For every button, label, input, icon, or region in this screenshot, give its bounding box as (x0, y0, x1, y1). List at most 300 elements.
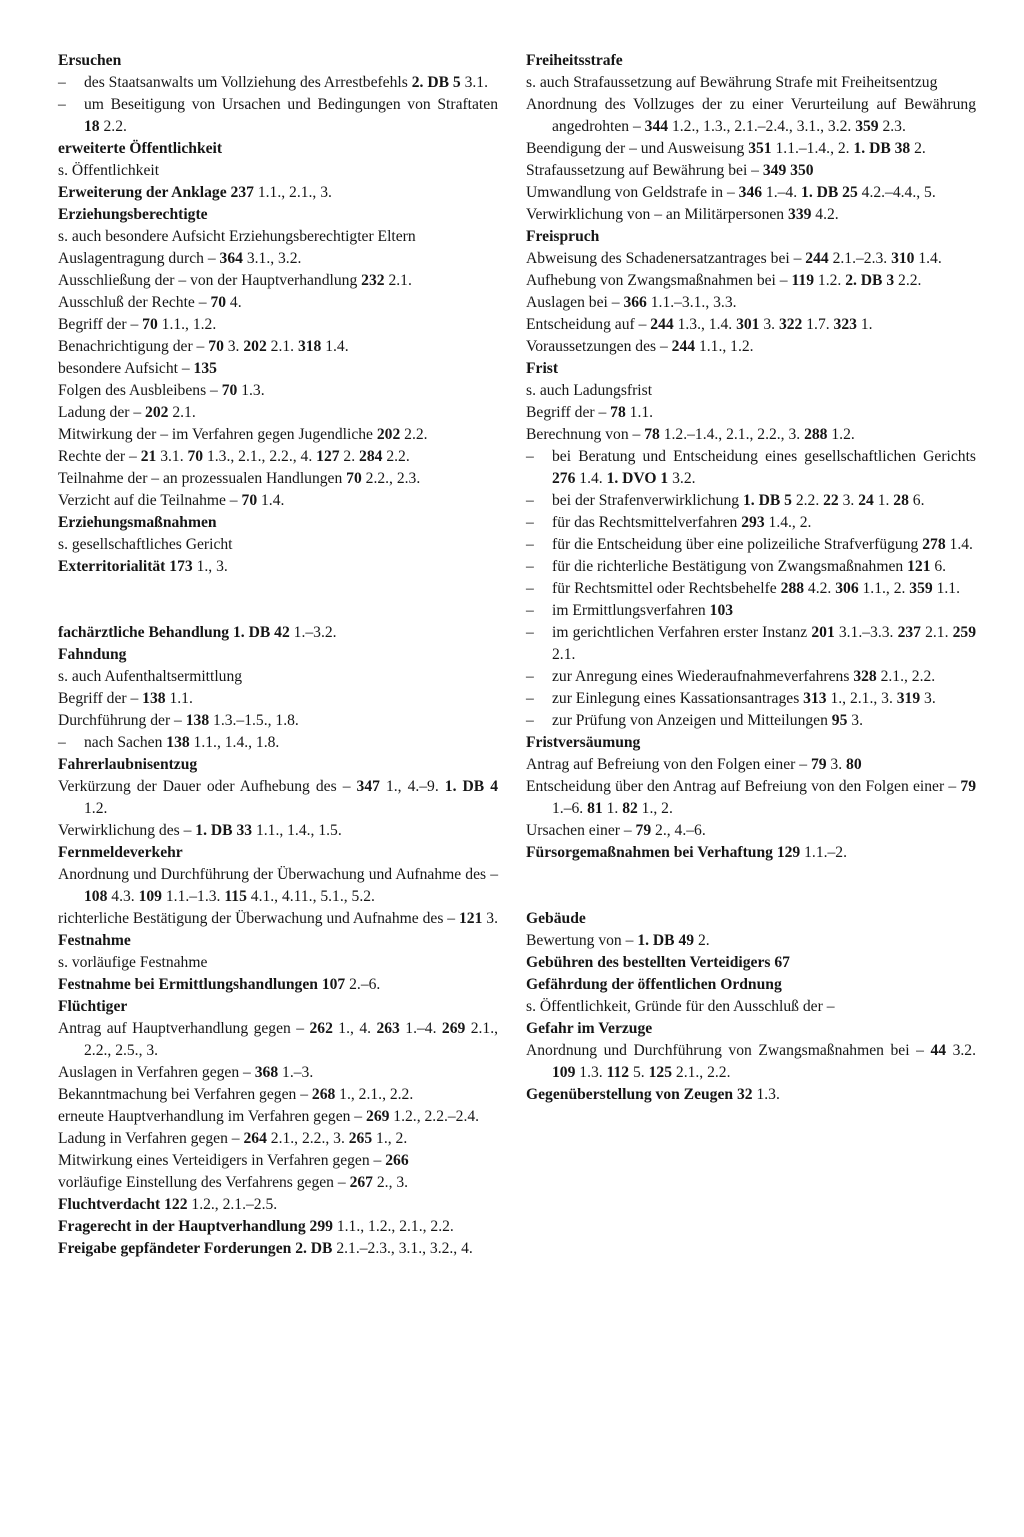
index-reference: 81 (587, 800, 603, 817)
index-text: 1.4. (257, 492, 285, 509)
index-text: Ladung in Verfahren gegen – (58, 1130, 244, 1147)
index-reference: 232 (361, 272, 385, 289)
index-subentry (526, 622, 976, 666)
index-reference: 202 (243, 338, 267, 355)
index-text: für die richterliche Bestätigung von Zwangsmaßnahmen (552, 558, 908, 575)
index-text: s. Öffentlichkeit (58, 162, 160, 179)
index-entry (526, 754, 976, 776)
index-reference: 70 (142, 316, 158, 333)
index-text: 1.3., 2.1., 2.2., 4. (203, 448, 317, 465)
index-entry (526, 94, 976, 138)
index-subentry (526, 710, 976, 732)
index-text: 1.3., 1.4. (673, 316, 737, 333)
index-text: 3. (482, 910, 498, 927)
index-text: Antrag auf Hauptverhandlung gegen – (58, 1020, 310, 1037)
index-entry (58, 468, 498, 490)
index-text: 1.1.–2. (800, 844, 847, 861)
index-text: Abweisung des Schadenersatzantrages bei – (526, 250, 806, 267)
dash-marker: – (526, 514, 534, 531)
index-text: 2. (910, 140, 926, 157)
index-reference: 70 (187, 448, 204, 465)
index-entry (526, 776, 976, 820)
index-entry (526, 138, 976, 160)
index-reference: 24 (858, 492, 874, 509)
index-text: 6. (930, 558, 947, 575)
index-entry (58, 1194, 498, 1216)
index-reference: 313 (803, 690, 827, 707)
index-reference: Gegenüberstellung von Zeugen 32 (526, 1086, 753, 1103)
dash-marker: – (526, 558, 534, 575)
index-entry (58, 1216, 498, 1238)
index-entry (58, 1150, 498, 1172)
index-reference: Festnahme (58, 932, 131, 949)
index-reference: 70 (241, 492, 258, 509)
index-subentry (58, 72, 498, 94)
index-text: 1.1.–1.3. (161, 888, 225, 905)
index-text: 1.1. (932, 580, 960, 597)
index-text: 1.2. (814, 272, 846, 289)
index-reference: 347 (356, 778, 380, 795)
index-subentry (526, 512, 976, 534)
index-text: für Rechtsmittel oder Rechtsbehelfe (552, 580, 781, 597)
index-reference: 22 (823, 492, 839, 509)
index-reference: 21 (140, 448, 157, 465)
index-text: 1.4. (945, 536, 973, 553)
index-reference: 125 (648, 1064, 672, 1081)
index-text: Rechte der – (58, 448, 141, 465)
index-text: s. auch Ladungsfrist (526, 382, 653, 399)
index-reference: 1. DB 38 (853, 140, 911, 157)
index-text: Bewertung von – (526, 932, 638, 949)
index-reference: Gefahr im Verzuge (526, 1020, 653, 1037)
index-entry (58, 534, 498, 556)
index-text: 3.1., 3.2. (242, 250, 302, 267)
index-text: zur Einlegung eines Kassationsantrages (552, 690, 804, 707)
index-text: 1. (602, 800, 623, 817)
index-entry (58, 402, 498, 424)
index-reference: Ersuchen (58, 52, 122, 69)
index-text: 2.2. (99, 118, 127, 135)
index-entry (526, 424, 976, 446)
index-text: 1., 3. (192, 558, 228, 575)
index-reference: Fluchtverdacht 122 (58, 1196, 188, 1213)
index-reference: Fahndung (58, 646, 127, 663)
index-text: 1.2., 2.1.–2.5. (187, 1196, 278, 1213)
index-reference: Flüchtiger (58, 998, 128, 1015)
index-text: 1.–3.2. (289, 624, 337, 641)
index-subentry (58, 732, 498, 754)
index-text: 2.1. (168, 404, 196, 421)
index-text: 3. (838, 492, 859, 509)
index-text: s. auch Strafaussetzung auf Bewährung Strafe mit Freiheitsentzug (526, 74, 938, 91)
index-entry (526, 270, 976, 292)
index-reference: 70 (221, 382, 238, 399)
index-subentry (526, 688, 976, 710)
index-reference: 138 (185, 712, 210, 729)
index-reference: Exterritorialität 173 (58, 558, 193, 575)
index-entry (58, 776, 498, 820)
index-text: 3. (847, 712, 863, 729)
index-text: Berechnung von – (526, 426, 645, 443)
index-text: 2.2., 2.3. (361, 470, 421, 487)
index-text: Auslagen in Verfahren gegen – (58, 1064, 255, 1081)
index-reference: 121 (907, 558, 931, 575)
index-text: erneute Hauptverhandlung im Verfahren gegen – (58, 1108, 367, 1125)
index-reference: 267 (349, 1174, 373, 1191)
index-text: 1.4. (914, 250, 942, 267)
index-reference: 264 (243, 1130, 267, 1147)
index-text: 1., 2. (372, 1130, 408, 1147)
index-entry (58, 446, 498, 468)
index-text: 5. (629, 1064, 649, 1081)
index-text: besondere Aufsicht – (58, 360, 194, 377)
index-reference: 259 (952, 624, 977, 641)
index-text: Entscheidung auf – (526, 316, 651, 333)
index-reference: fachärztliche Behandlung 1. DB 42 (58, 624, 290, 641)
dash-marker: – (526, 536, 534, 553)
index-text: 1.1., 2.1., 3. (253, 184, 332, 201)
index-text: s. auch Aufenthaltsermittlung (58, 668, 243, 685)
index-reference: 318 (297, 338, 322, 355)
index-text: 2.1. (552, 646, 576, 663)
index-column-left (58, 50, 498, 1260)
index-entry (526, 380, 976, 402)
index-entry (58, 974, 498, 996)
index-text: 3.1. (156, 448, 188, 465)
index-text: 4.1., 4.11., 5.1., 5.2. (246, 888, 375, 905)
index-entry (526, 292, 976, 314)
index-entry (58, 490, 498, 512)
index-text: 1.3. (752, 1086, 780, 1103)
index-text: s. gesellschaftliches Gericht (58, 536, 233, 553)
dash-marker: – (526, 624, 534, 641)
index-text: 1., 2.1., 2.2. (335, 1086, 414, 1103)
index-reference: 109 (552, 1064, 576, 1081)
index-subentry (526, 534, 976, 556)
index-reference: 306 (835, 580, 859, 597)
index-entry (58, 1238, 498, 1260)
dash-marker: – (526, 690, 534, 707)
dash-marker: – (526, 712, 534, 729)
index-text: 1.1. (625, 404, 654, 421)
index-text: Folgen des Ausbleibens – (58, 382, 222, 399)
index-reference: Freiheitsstrafe (526, 52, 623, 69)
index-text: bei Beratung und Entscheidung eines gesellschaftlichen Gerichts (552, 448, 976, 465)
index-text: Antrag auf Befreiung von den Folgen einer – (526, 756, 811, 773)
index-entry (526, 1084, 976, 1106)
index-reference: 109 (138, 888, 162, 905)
index-entry (58, 1106, 498, 1128)
dash-marker: – (58, 96, 66, 113)
index-text: 1.1., 1.4., 1.8. (189, 734, 280, 751)
index-heading (58, 842, 498, 864)
index-subentry (526, 490, 976, 512)
index-text: 1., 4.–9. (379, 778, 445, 795)
index-heading (58, 512, 498, 534)
index-entry (526, 248, 976, 270)
index-reference: 344 (644, 118, 669, 135)
index-reference: 1. DVO 1 (606, 470, 669, 487)
index-reference: 268 (311, 1086, 336, 1103)
index-text: 1., 2.1., 3. (826, 690, 897, 707)
index-text: 1.–6. (552, 800, 588, 817)
index-entry (58, 358, 498, 380)
index-heading (58, 50, 498, 72)
index-text: 2.1. (384, 272, 412, 289)
index-reference: 269 (366, 1108, 390, 1125)
index-reference: Erziehungsmaßnahmen (58, 514, 217, 531)
index-reference: 79 (810, 756, 827, 773)
index-reference: 323 (833, 316, 857, 333)
index-reference: 28 (893, 492, 909, 509)
index-text: 2. (694, 932, 710, 949)
index-reference: Erziehungsberechtigte (58, 206, 208, 223)
index-text: 1.4., 2. (764, 514, 812, 531)
index-text: Mitwirkung eines Verteidigers in Verfahren gegen – (58, 1152, 386, 1169)
index-text: 1.1., 1.2. (695, 338, 754, 355)
index-text: 1.2.–1.4., 2.1., 2.2., 3. (659, 426, 805, 443)
index-text: 3.2. (668, 470, 696, 487)
index-reference: 202 (145, 404, 169, 421)
index-text: Benachrichtigung der – (58, 338, 209, 355)
index-heading (58, 138, 498, 160)
index-reference: 108 (84, 888, 108, 905)
index-reference: 103 (709, 602, 734, 619)
index-reference: 70 (210, 294, 227, 311)
dash-marker: – (526, 448, 534, 465)
index-reference: 1. DB 5 (742, 492, 792, 509)
index-reference: 322 (778, 316, 803, 333)
index-heading (526, 908, 976, 930)
index-text: 2.2. (400, 426, 428, 443)
index-heading (58, 644, 498, 666)
index-text: 1.2., 1.3., 2.1.–2.4., 3.1., 3.2. (668, 118, 856, 135)
index-text: s. vorläufige Festnahme (58, 954, 208, 971)
index-heading (58, 930, 498, 952)
index-reference: 70 (346, 470, 362, 487)
index-text: 4.2.–4.4., 5. (857, 184, 936, 201)
index-reference: 364 (219, 250, 243, 267)
index-entry (58, 182, 498, 204)
index-text: 1.–4. (399, 1020, 442, 1037)
index-text: 2.1.–2.3. (828, 250, 892, 267)
index-subentry (526, 446, 976, 490)
index-entry (526, 336, 976, 358)
index-text: Ausschließung der – von der Hauptverhandlung (58, 272, 362, 289)
index-text: 2.1.–2.3., 3.1., 3.2., 4. (332, 1240, 473, 1257)
index-reference: 138 (142, 690, 166, 707)
index-text: 1.2. (827, 426, 855, 443)
index-text: 2.1. (920, 624, 953, 641)
index-text: 1.–4. (762, 184, 802, 201)
index-reference: 288 (804, 426, 828, 443)
index-text: Beendigung der – und Ausweisung (526, 140, 749, 157)
index-text: Verwirklichung des – (58, 822, 196, 839)
index-reference: Gebäude (526, 910, 586, 927)
index-text: Umwandlung von Geldstrafe in – (526, 184, 739, 201)
index-text: um Beseitigung von Ursachen und Bedingungen von Straftaten (84, 96, 498, 113)
index-entry (58, 556, 498, 578)
index-text: 1.1., 1.2. (157, 316, 217, 333)
index-reference: 237 (897, 624, 921, 641)
index-text: Begriff der – (58, 316, 143, 333)
index-reference: Fragerecht in der Hauptverhandlung 299 (58, 1218, 333, 1235)
index-text: 2.2. (382, 448, 410, 465)
index-reference: 202 (376, 426, 401, 443)
index-entry (58, 1128, 498, 1150)
index-reference: 1. DB 33 (195, 822, 253, 839)
index-text: 2.2. (894, 272, 922, 289)
index-reference: 119 (791, 272, 814, 289)
index-text: Begriff der – (58, 690, 143, 707)
index-subentry (526, 666, 976, 688)
index-text: 1.3. (237, 382, 265, 399)
index-text: 1. (873, 492, 894, 509)
index-reference: 18 (84, 118, 100, 135)
index-entry (58, 666, 498, 688)
index-text: 1.2., 2.2.–2.4. (389, 1108, 480, 1125)
index-entry (58, 688, 498, 710)
index-text: Teilnahme der – an prozessualen Handlungen (58, 470, 347, 487)
index-reference: 138 (166, 734, 190, 751)
index-entry (58, 1084, 498, 1106)
index-entry (58, 160, 498, 182)
index-entry (58, 270, 498, 292)
index-entry (58, 292, 498, 314)
index-reference: 368 (254, 1064, 279, 1081)
index-entry (58, 248, 498, 270)
index-text: 1.1.–3.1., 3.3. (646, 294, 737, 311)
index-entry (58, 622, 498, 644)
index-reference: 78 (644, 426, 660, 443)
index-entry (58, 1172, 498, 1194)
index-reference: 79 (635, 822, 652, 839)
index-reference: erweiterte Öffentlichkeit (58, 140, 223, 157)
index-text: Verkürzung der Dauer oder Aufhebung des – (58, 778, 357, 795)
index-reference: 244 (805, 250, 829, 267)
index-text: 6. (908, 492, 925, 509)
index-text: 1.2. (84, 800, 108, 817)
index-entry (58, 226, 498, 248)
index-reference: 127 (316, 448, 340, 465)
index-entry (526, 996, 976, 1018)
index-entry (526, 160, 976, 182)
index-text: nach Sachen (84, 734, 167, 751)
index-text: 1., 4. (332, 1020, 377, 1037)
index-text: Aufhebung von Zwangsmaßnahmen bei – (526, 272, 792, 289)
index-subentry (526, 578, 976, 600)
index-entry (58, 710, 498, 732)
index-entry (58, 1062, 498, 1084)
index-text: Anordnung und Durchführung von Zwangsmaßnahmen bei – (526, 1042, 931, 1059)
index-text: des Staatsanwalts um Vollziehung des Arrestbefehls (84, 74, 412, 91)
index-text: Durchführung der – (58, 712, 186, 729)
index-text: 3. (223, 338, 244, 355)
index-reference: 244 (650, 316, 674, 333)
index-reference: 351 (748, 140, 772, 157)
index-entry (58, 908, 498, 930)
index-reference: 328 (853, 668, 877, 685)
index-text: Begriff der – (526, 404, 611, 421)
index-reference: 201 (811, 624, 835, 641)
index-reference: 263 (376, 1020, 400, 1037)
index-text: 4.2. (811, 206, 839, 223)
index-text: 1. (856, 316, 873, 333)
index-reference: Fernmeldeverkehr (58, 844, 183, 861)
index-text: für das Rechtsmittelverfahren (552, 514, 742, 531)
index-text: 1.1., 1.2., 2.1., 2.2. (332, 1218, 454, 1235)
index-heading (526, 974, 976, 996)
index-text: Ausschluß der Rechte – (58, 294, 211, 311)
index-text: 1.1. (165, 690, 193, 707)
index-reference: 135 (193, 360, 217, 377)
index-reference: 244 (671, 338, 696, 355)
index-column-right (526, 50, 976, 1106)
index-reference: Gefährdung der öffentlichen Ordnung (526, 976, 782, 993)
section-gap (526, 864, 976, 908)
index-reference: Frist (526, 360, 559, 377)
index-reference: 44 (930, 1042, 947, 1059)
dash-marker: – (58, 734, 66, 751)
index-reference: 339 (788, 206, 812, 223)
index-text: 1., 2. (637, 800, 673, 817)
index-text: 3.1.–3.3. (834, 624, 898, 641)
index-heading (526, 226, 976, 248)
index-reference: 310 (891, 250, 915, 267)
index-reference: 95 (831, 712, 848, 729)
index-reference: 276 (552, 470, 576, 487)
index-reference: 265 (348, 1130, 373, 1147)
index-text: zur Anregung eines Wiederaufnahmeverfahrens (552, 668, 854, 685)
index-text: 1.4. (575, 470, 607, 487)
index-text: Ursachen einer – (526, 822, 636, 839)
index-text: zur Prüfung von Anzeigen und Mitteilungen (552, 712, 832, 729)
index-entry (526, 314, 976, 336)
index-reference: 112 (606, 1064, 630, 1081)
index-entry (58, 820, 498, 842)
index-reference: 78 (610, 404, 626, 421)
index-entry (526, 182, 976, 204)
index-reference: Freigabe gepfändeter Forderungen 2. DB (58, 1240, 333, 1257)
index-heading (58, 996, 498, 1018)
index-reference: 70 (208, 338, 224, 355)
index-heading (526, 732, 976, 754)
index-text: Anordnung und Durchführung der Überwachung und Aufnahme des – (58, 866, 498, 883)
index-subentry (526, 600, 976, 622)
index-text: 4. (226, 294, 242, 311)
index-reference: 262 (309, 1020, 333, 1037)
index-reference: 121 (458, 910, 483, 927)
index-heading (526, 358, 976, 380)
index-text: Verwirklichung von – an Militärpersonen (526, 206, 789, 223)
index-reference: 319 (896, 690, 921, 707)
index-entry (526, 842, 976, 864)
index-subentry (58, 94, 498, 138)
index-reference: 284 (359, 448, 383, 465)
index-text: Mitwirkung der – im Verfahren gegen Jugendliche (58, 426, 377, 443)
index-text: 2.1., 2.2. (672, 1064, 731, 1081)
index-reference: 346 (738, 184, 763, 201)
index-text: 3. (759, 316, 779, 333)
index-reference: Freispruch (526, 228, 600, 245)
index-text: 1.3.–1.5., 1.8. (209, 712, 299, 729)
index-entry (58, 952, 498, 974)
index-text: 3. (826, 756, 847, 773)
index-subentry (526, 556, 976, 578)
index-heading (58, 204, 498, 226)
index-text: 2.2. (791, 492, 824, 509)
index-reference: 266 (385, 1152, 409, 1169)
